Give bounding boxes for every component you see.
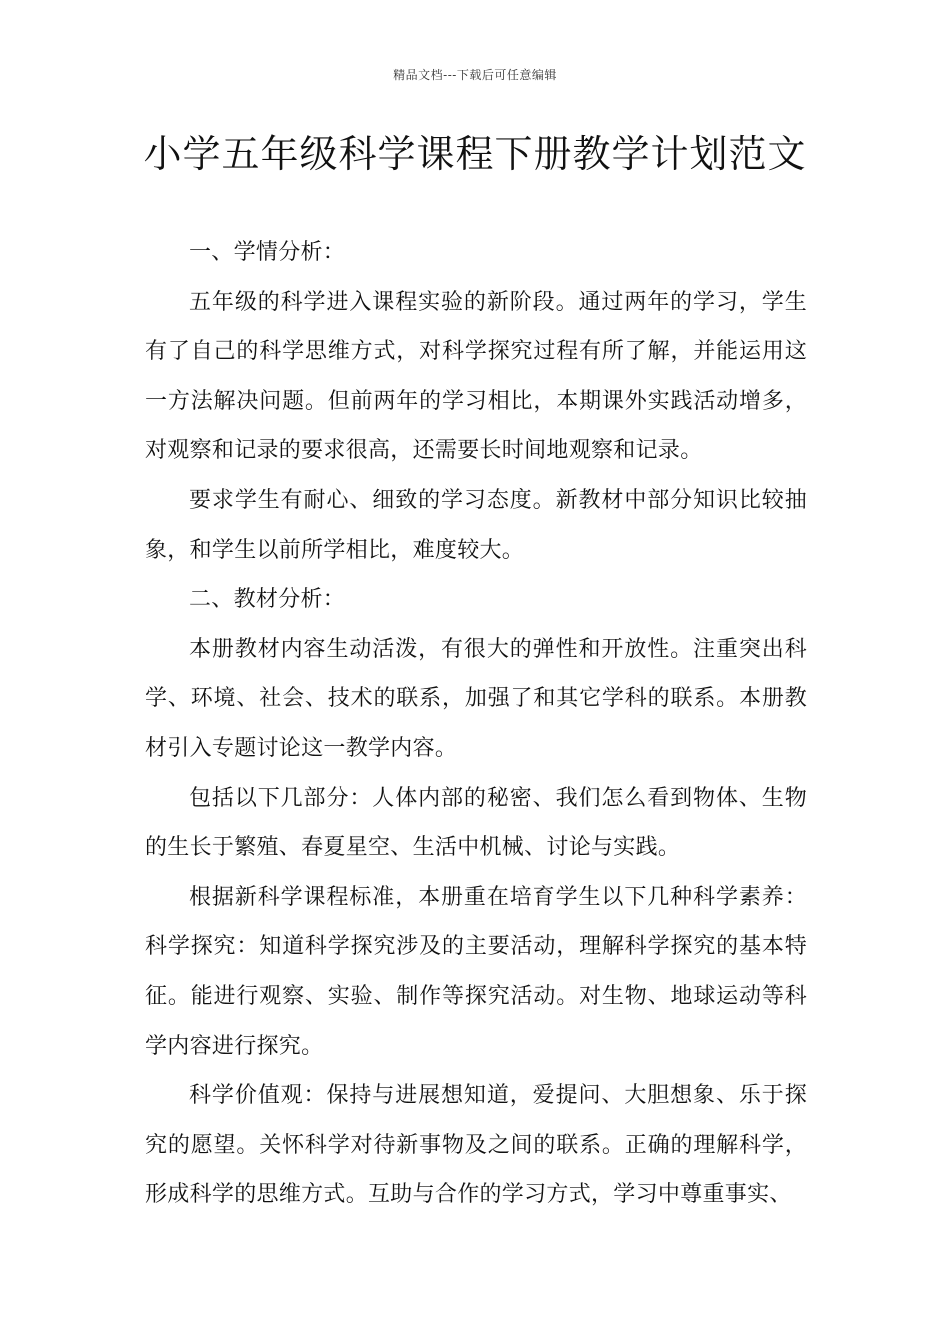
document-title: 小学五年级科学课程下册教学计划范文 xyxy=(143,132,807,176)
section-heading-learning-analysis: 一、学情分析： xyxy=(189,240,346,265)
paragraph: 本册教材内容生动活泼，有很大的弹性和开放性。注重突出科学、环境、社会、技术的联系，加强了和其它学科的联系。本册教材引入专题讨论这一教学内容。 xyxy=(145,636,807,761)
header-note: 精品文档---下载后可任意编辑 xyxy=(393,68,557,82)
section-heading-textbook-analysis: 二、教材分析： xyxy=(189,587,346,613)
paragraph: 五年级的科学进入课程实验的新阶段。通过两年的学习，学生有了自己的科学思维方式，对科学探究过程有所了解，并能运用这一方法解决问题。但前两年的学习相比，本期课外实践活动增多，对观察和记录的要求很高，还需要长时间地观察和记录。 xyxy=(145,289,807,464)
paragraph: 根据新科学课程标准，本册重在培育学生以下几种科学素养：科学探究：知道科学探究涉及的主要活动，理解科学探究的基本特征。能进行观察、实验、制作等探究活动。对生物、地球运动等科学内容进行探究。 xyxy=(145,884,807,1059)
paragraph: 包括以下几部分：人体内部的秘密、我们怎么看到物体、生物的生长于繁殖、春夏星空、生活中机械、讨论与实践。 xyxy=(145,785,807,861)
paragraph: 科学价值观：保持与进展想知道，爱提问、大胆想象、乐于探究的愿望。关怀科学对待新事物及之间的联系。正确的理解科学，形成科学的思维方式。互助与合作的学习方式，学习中尊重事实、 xyxy=(145,1083,807,1208)
document-body xyxy=(145,228,807,1220)
paragraph: 要求学生有耐心、细致的学习态度。新教材中部分知识比较抽象，和学生以前所学相比，难度较大。 xyxy=(145,487,807,563)
